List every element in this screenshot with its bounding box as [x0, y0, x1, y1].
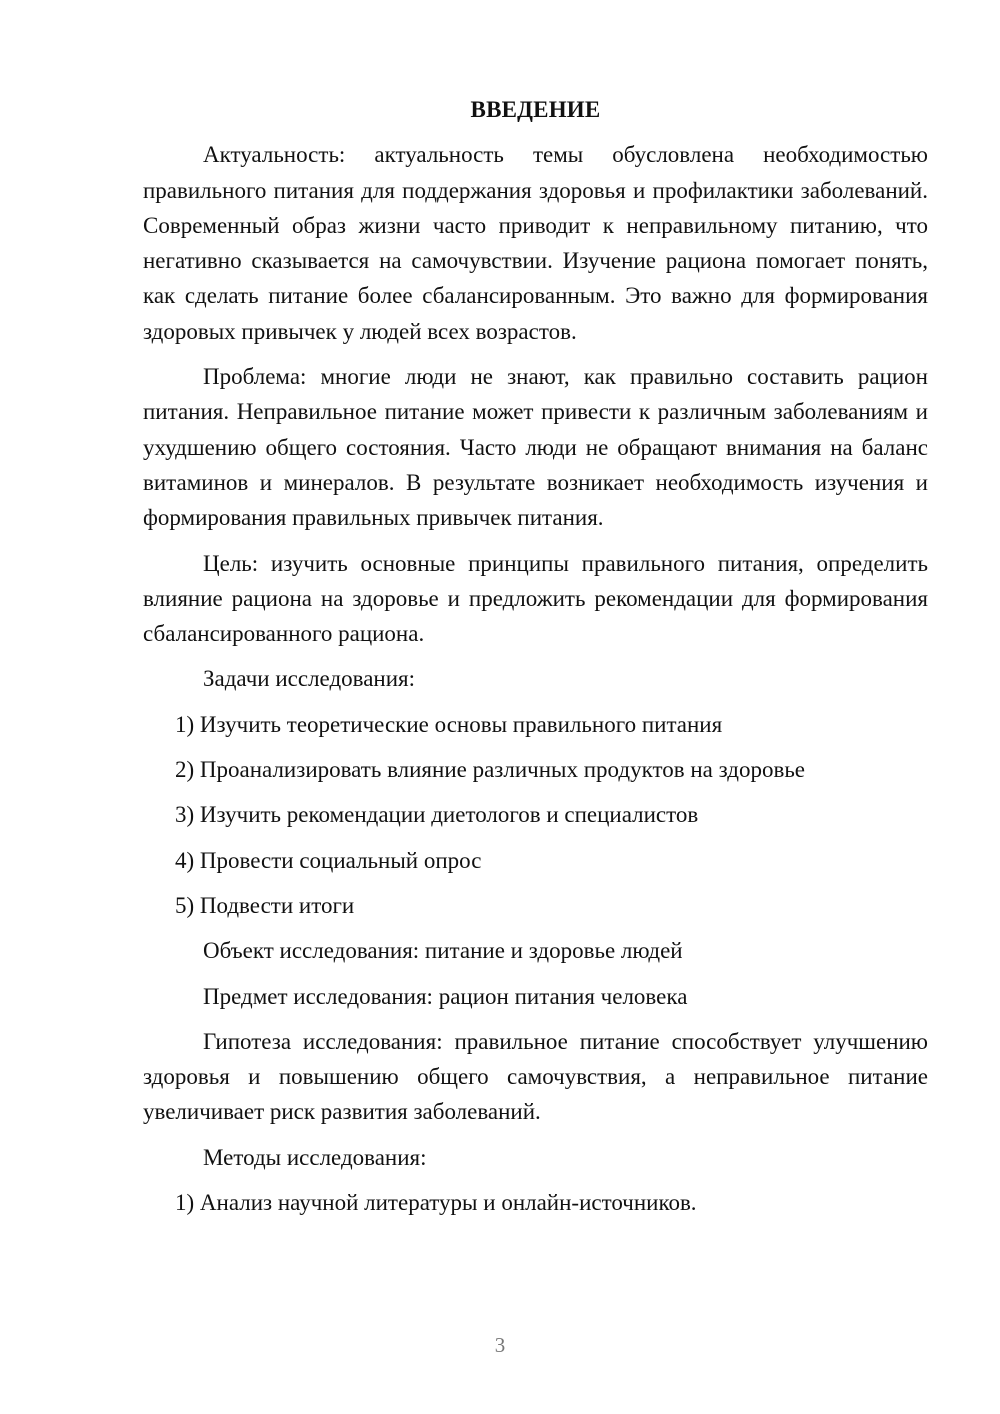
page-number: 3	[494, 1333, 506, 1357]
goal-paragraph: Цель: изучить основные принципы правильного питания, определить влияние рациона на здоровье и предложить рекомендации для формирования сбалансированного рациона.	[143, 550, 928, 647]
task-item-2: 2) Проанализировать влияние различных продуктов на здоровье	[175, 757, 806, 783]
problem-paragraph: Проблема: многие люди не знают, как правильно составить рацион питания. Неправильное питание может привести к различным заболеваниям и ухудшению общего состояния. Часто люди не обращают внимания на баланс витаминов и минералов. В результате возникает необходимость изучения и формирования правильных привычек питания.	[143, 364, 928, 531]
relevance-paragraph: Актуальность: актуальность темы обусловлена необходимостью правильного питания для поддержания здоровья и профилактики заболеваний. Современный образ жизни часто приводит к неправильному питанию, что негативно сказывается на самочувствии. Изучение рациона помогает понять, как сделать питание более сбалансированным. Это важно для формирования здоровых привычек у людей всех возрастов.	[143, 142, 928, 344]
section-title: ВВЕДЕНИЕ	[470, 97, 601, 122]
task-item-5: 5) Подвести итоги	[175, 892, 355, 918]
hypothesis-paragraph: Гипотеза исследования: правильное питание способствует улучшению здоровья и повышению общего самочувствия, а неправильное питание увеличивает риск развития заболеваний.	[143, 1028, 928, 1125]
research-subject: Предмет исследования: рацион питания человека	[203, 983, 688, 1009]
tasks-heading: Задачи исследования:	[203, 666, 416, 692]
task-item-4: 4) Провести социальный опрос	[175, 847, 482, 873]
task-item-1: 1) Изучить теоретические основы правильного питания	[175, 711, 723, 737]
method-item-1: 1) Анализ научной литературы и онлайн-источников.	[175, 1190, 697, 1216]
document-body	[143, 92, 928, 1230]
research-object: Объект исследования: питание и здоровье людей	[203, 938, 683, 964]
methods-heading: Методы исследования:	[203, 1144, 427, 1170]
task-item-3: 3) Изучить рекомендации диетологов и специалистов	[175, 802, 699, 828]
